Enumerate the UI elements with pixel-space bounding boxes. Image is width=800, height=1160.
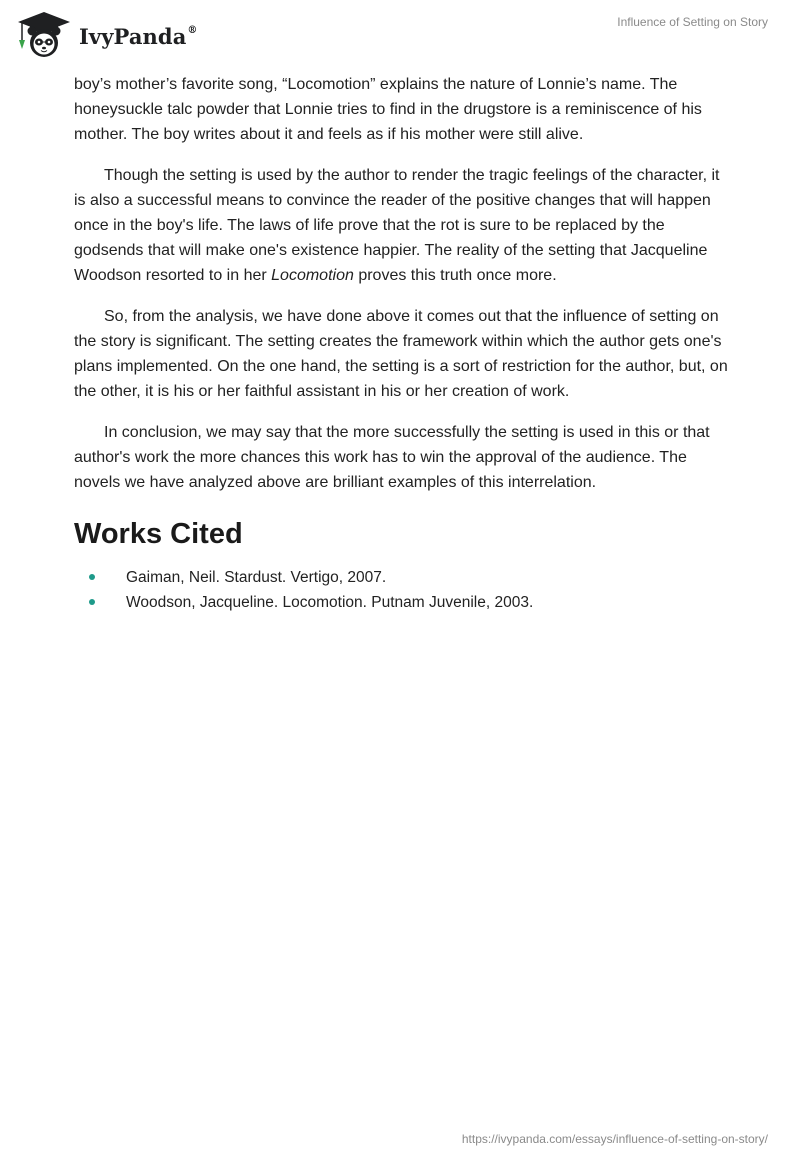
source-url[interactable]: https://ivypanda.com/essays/influence-of-setting-on-story/ (461, 1132, 768, 1146)
ivypanda-logo[interactable] (15, 9, 198, 59)
essay-content (74, 72, 728, 615)
bullet-icon (89, 599, 95, 605)
citation-item: Gaiman, Neil. Stardust. Vertigo, 2007. (74, 565, 728, 590)
paragraph-3: So, from the analysis, we have done above it comes out that the influence of setting on the story is significant. The setting creates the framework within which the author gets one's plans implemented. On the one hand, the setting is a sort of restriction for the author, but, on the other, it is his or her faithful assistant in his or her creation of work. (74, 308, 728, 400)
book-title-italic: Locomotion (271, 267, 354, 284)
bullet-icon (89, 574, 95, 580)
works-cited-list (74, 565, 728, 615)
works-cited-heading: Works Cited (74, 518, 243, 550)
citation-item: Woodson, Jacqueline. Locomotion. Putnam Juvenile, 2003. (74, 590, 728, 615)
document-title: Influence of Setting on Story (617, 15, 768, 29)
paragraph-4: In conclusion, we may say that the more successfully the setting is used in this or that author's work the more chances this work has to win the approval of the audience. The novels we have analyzed above are brilliant examples of this interrelation. (74, 424, 710, 491)
page-header (0, 0, 800, 70)
panda-graduate-icon (15, 9, 73, 59)
brand-name: IvyPanda® (79, 23, 198, 49)
paragraph-1: boy’s mother’s favorite song, “Locomotion” explains the nature of Lonnie’s name. The honeysuckle talc powder that Lonnie tries to find in the drugstore is a reminiscence of his mother. The boy writes about it and feels as if his mother were still alive. (74, 76, 702, 143)
paragraph-2: Though the setting is used by the author to render the tragic feelings of the character, it is also a successful means to convince the reader of the positive changes that will happen once in the boy's life. The laws of life prove that the rot is sure to be replaced by the godsends that will make one's existence happier. The reality of the setting that Jacqueline Woodson resorted to in her Locomotion proves this truth once more. (74, 167, 720, 284)
